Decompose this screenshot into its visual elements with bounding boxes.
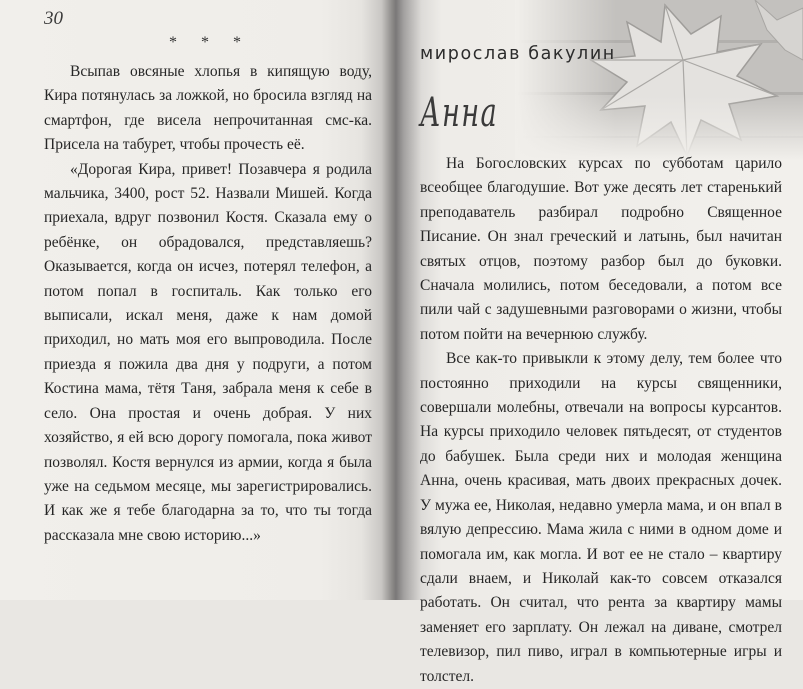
section-break: * * *: [169, 34, 251, 51]
left-page-text: [44, 60, 372, 548]
right-page-text: [420, 152, 782, 689]
autumn-leaf-illustration: [515, 0, 803, 160]
author-name: мирослав бакулин: [420, 44, 616, 64]
left-page: [0, 0, 390, 600]
paragraph: Всыпав овсяные хлопья в кипящую воду, Кира потянулась за ложкой, но бросила взгляд на смартфон, где висела непрочитанная смс-ка. Присела на табурет, чтобы прочесть её.: [44, 63, 372, 154]
paragraph: На Богословских курсах по субботам царило всеобщее благодушие. Вот уже десять лет старенький преподаватель разбирал подробно Священное Писание. Он знал греческий и латынь, был начитан святых отцов, поэтому разбор был до буковки. Сначала молились, потом беседовали, а потом все пили чай с задушевными разговорами о жизни, чтобы потом пойти на вечернюю службу.: [420, 155, 782, 343]
story-title: Анна: [420, 90, 499, 136]
paragraph: «Дорогая Кира, привет! Позавчера я родила мальчика, 3400, рост 52. Назвали Мишей. Когда приехала, вдруг позвонил Костя. Сказала ему о ребёнке, он обрадовался, представляешь? Оказывается, когда он исчез, потерял телефон, а потом попал в госпиталь. Как только его выписали, искал меня, даже к нам домой приходил, но мать моя его выпроводила. После приезда я пожила два дня у подруги, а потом Костина мама, тётя Таня, забрала меня к себе в село. Она простая и очень добрая. У них хозяйство, я ей всю дорогу помогала, пока живот позволял. Костя вернулся из армии, когда я была уже на седьмом месяце, мы зарегистрировались. И как же я тебе благодарна за то, что ты тогда рассказала мне свою историю...»: [44, 160, 372, 544]
page-number: 30: [44, 8, 63, 29]
paragraph: Все как-то привыкли к этому делу, тем более что постоянно приходили на курсы священники, совершали молебны, отвечали на вопросы курсантов. На курсы приходило человек пятьдесят, от студентов до бабушек. Была среди них и молодая женщина Анна, очень красивая, мать двоих прекрасных дочек. У мужа ее, Николая, недавно умерла мама, и он впал в вялую депрессию. Мама жила с ними в одном доме и помогала им, как могла. И вот ее не стало – квартиру сдали внаем, и Николай как-то совсем отказался работать. Он считал, что рента за квартиру мамы заменяет его зарплату. Он лежал на диване, смотрел телевизор, пил пиво, играл в компьютерные игры и толстел.: [420, 350, 782, 685]
right-page: [405, 0, 803, 685]
